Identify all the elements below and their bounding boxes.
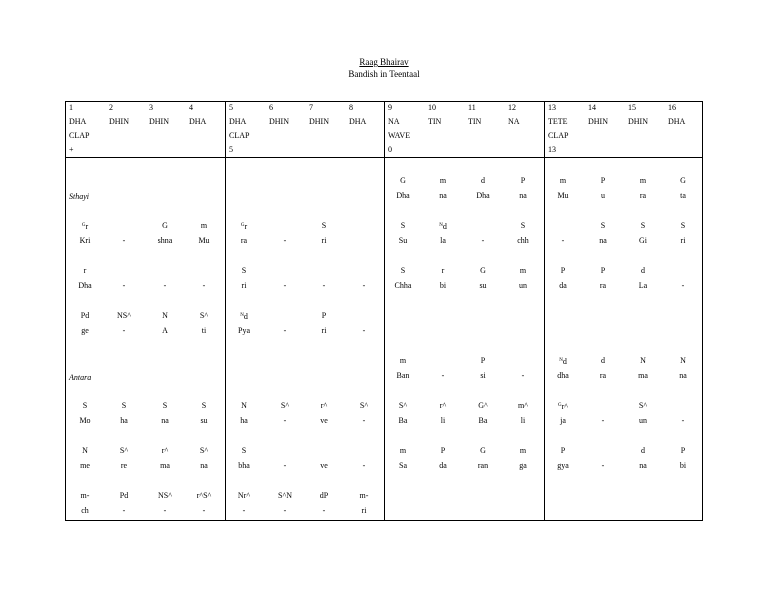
swara-note: r^ [439, 401, 447, 410]
lyric-syllable: ja [560, 416, 566, 425]
lyric-syllable: Ba [398, 416, 408, 425]
swara-note: S [201, 401, 207, 410]
lyric-syllable: li [440, 416, 446, 425]
swara-note: S [321, 221, 327, 230]
lyric-syllable: Mu [198, 236, 210, 245]
swara-note: S [400, 266, 406, 275]
lyric-syllable: ga [519, 461, 527, 470]
swara-note: NS^ [158, 491, 172, 500]
beat-number: 2 [109, 103, 113, 112]
lyric-syllable: na [599, 236, 607, 245]
swara-note: m [519, 266, 527, 275]
beat-bol: DHA [229, 117, 247, 126]
swara-note: $^N$d [439, 222, 447, 231]
swara-note: m- [80, 491, 90, 500]
lyric-syllable: ra [599, 371, 607, 380]
swara-note: P [600, 176, 606, 185]
beat-bol: DHA [668, 117, 686, 126]
lyric-syllable: - [122, 326, 126, 335]
swara-note: r [83, 266, 87, 275]
beat-bol: DHIN [628, 117, 648, 126]
lyric-syllable: su [200, 416, 208, 425]
lyric-syllable: na [519, 191, 527, 200]
lyric-syllable: - [202, 281, 206, 290]
lyric-syllable: Pya [238, 326, 250, 335]
lyric-syllable: na [200, 461, 208, 470]
swara-note: G [480, 266, 486, 275]
beat-bol: DHIN [309, 117, 329, 126]
lyric-syllable: La [638, 281, 648, 290]
beat-number: 4 [189, 103, 193, 112]
lyric-syllable: Chha [394, 281, 412, 290]
swara-note: G [680, 176, 686, 185]
lyric-syllable: bha [238, 461, 250, 470]
swara-note: $^G$r [81, 222, 89, 231]
beat-number: 8 [349, 103, 353, 112]
swara-note: S [82, 401, 88, 410]
lyric-syllable: - [283, 281, 287, 290]
lyric-syllable: - [122, 281, 126, 290]
lyric-syllable: chh [517, 236, 529, 245]
lyric-syllable: - [242, 506, 246, 515]
swara-note: r [441, 266, 445, 275]
lyric-syllable: da [439, 461, 447, 470]
beat-bol: TIN [428, 117, 442, 126]
page-title: Raag Bhairav [359, 57, 409, 67]
swara-note: G [400, 176, 406, 185]
lyric-syllable: me [80, 461, 90, 470]
lyric-syllable: - [362, 326, 366, 335]
swara-note: $^G$r [240, 222, 248, 231]
swara-note: G^ [478, 401, 488, 410]
swara-note: d [641, 446, 645, 455]
lyric-syllable: ri [321, 236, 327, 245]
swara-note: S [640, 221, 646, 230]
lyric-syllable: Dha [78, 281, 92, 290]
swara-note: m [399, 446, 407, 455]
beat-bol: NA [508, 117, 520, 126]
lyric-syllable: A [162, 326, 168, 335]
swara-note: P [520, 176, 526, 185]
beat-number: 12 [508, 103, 516, 112]
lyric-syllable: un [519, 281, 527, 290]
lyric-syllable: ri [321, 326, 327, 335]
vibhag-divider-3 [544, 101, 545, 521]
swara-note: S^ [280, 401, 290, 410]
lyric-syllable: - [283, 416, 287, 425]
swara-note: Pd [119, 491, 129, 500]
lyric-syllable: - [681, 281, 685, 290]
swara-note: P [440, 446, 446, 455]
lyric-syllable: - [283, 326, 287, 335]
beat-number: 15 [628, 103, 636, 112]
swara-note: G [162, 221, 168, 230]
swara-note: S [520, 221, 526, 230]
swara-note: S^ [638, 401, 648, 410]
lyric-syllable: - [202, 506, 206, 515]
lyric-syllable: - [521, 371, 525, 380]
lyric-syllable: Mu [557, 191, 569, 200]
swara-note: r^S^ [196, 491, 212, 500]
lyric-syllable: na [161, 416, 169, 425]
swara-note: S^ [199, 311, 209, 320]
lyric-syllable: li [520, 416, 526, 425]
swara-note: m [519, 446, 527, 455]
lyric-syllable: u [601, 191, 605, 200]
beat-number: 16 [668, 103, 676, 112]
swara-note: m [559, 176, 567, 185]
lyric-syllable: bi [439, 281, 447, 290]
lyric-syllable: - [283, 461, 287, 470]
lyric-syllable: gya [557, 461, 569, 470]
lyric-syllable: Kri [79, 236, 91, 245]
beat-bol: TETE [548, 117, 568, 126]
lyric-syllable: ma [638, 371, 648, 380]
lyric-syllable: Ban [396, 371, 410, 380]
lyric-syllable: - [163, 281, 167, 290]
lyric-syllable: Ba [478, 416, 488, 425]
swara-note: m- [359, 491, 369, 500]
lyric-syllable: - [122, 506, 126, 515]
lyric-syllable: Mo [79, 416, 91, 425]
lyric-syllable: na [439, 191, 447, 200]
beat-bol: DHA [69, 117, 87, 126]
lyric-syllable: - [681, 416, 685, 425]
lyric-syllable: - [362, 461, 366, 470]
beat-bol: DHA [189, 117, 207, 126]
swara-note: N [640, 356, 646, 365]
swara-note: $^N$d [559, 357, 567, 366]
lyric-syllable: un [639, 416, 647, 425]
swara-note: m [200, 221, 208, 230]
beat-bol: DHA [349, 117, 367, 126]
lyric-syllable: ra [639, 191, 647, 200]
swara-note: S [400, 221, 406, 230]
beat-bol: DHIN [149, 117, 169, 126]
beat-mark: CLAP [548, 131, 569, 140]
swara-note: S^ [359, 401, 369, 410]
beat-sign: + [69, 145, 74, 154]
lyric-syllable: shna [157, 236, 173, 245]
lyric-syllable: ve [320, 416, 328, 425]
lyric-syllable: ra [599, 281, 607, 290]
swara-note: $^N$d [240, 312, 248, 321]
beat-mark: CLAP [229, 131, 250, 140]
swara-note: P [321, 311, 327, 320]
lyric-syllable: - [122, 236, 126, 245]
lyric-syllable: da [559, 281, 567, 290]
lyric-syllable: ri [680, 236, 686, 245]
lyric-syllable: Sa [399, 461, 407, 470]
swara-note: r^ [320, 401, 328, 410]
lyric-syllable: - [441, 371, 445, 380]
lyric-syllable: - [163, 506, 167, 515]
beat-bol: DHIN [269, 117, 289, 126]
lyric-syllable: Gi [639, 236, 647, 245]
lyric-syllable: - [322, 506, 326, 515]
swara-note: S [600, 221, 606, 230]
lyric-syllable: su [479, 281, 487, 290]
swara-note: P [480, 356, 486, 365]
swara-note: m [439, 176, 447, 185]
swara-note: $^G$r^ [557, 402, 569, 411]
beat-number: 10 [428, 103, 436, 112]
swara-note: P [560, 266, 566, 275]
swara-note: d [481, 176, 485, 185]
swara-note: Nr^ [237, 491, 251, 500]
lyric-syllable: Dha [396, 191, 410, 200]
swara-note: S^ [199, 446, 209, 455]
lyric-syllable: ve [320, 461, 328, 470]
vibhag-divider-2 [384, 101, 385, 521]
swara-note: Pd [80, 311, 90, 320]
swara-note: S [162, 401, 168, 410]
lyric-syllable: - [481, 236, 485, 245]
beat-number: 1 [69, 103, 73, 112]
lyric-syllable: ma [160, 461, 170, 470]
lyric-syllable: ha [240, 416, 248, 425]
lyric-syllable: na [679, 371, 687, 380]
lyric-syllable: - [362, 416, 366, 425]
beat-bol: DHIN [588, 117, 608, 126]
page-subtitle: Bandish in Teentaal [348, 69, 420, 79]
lyric-syllable: ri [241, 281, 247, 290]
lyric-syllable: - [561, 236, 565, 245]
section-label-sthayi: Sthayi [69, 192, 89, 201]
lyric-syllable: Su [398, 236, 408, 245]
beat-number: 7 [309, 103, 313, 112]
beat-sign: 13 [548, 145, 556, 154]
lyric-syllable: bi [679, 461, 687, 470]
swara-note: P [560, 446, 566, 455]
lyric-syllable: ri [361, 506, 367, 515]
swara-note: S^N [278, 491, 292, 500]
swara-note: N [82, 446, 88, 455]
swara-note: S [680, 221, 686, 230]
lyric-syllable: dha [557, 371, 569, 380]
swara-note: m^ [518, 401, 528, 410]
beat-mark: WAVE [388, 131, 411, 140]
beat-bol: DHIN [109, 117, 129, 126]
beat-number: 6 [269, 103, 273, 112]
lyric-syllable: - [322, 281, 326, 290]
swara-note: d [601, 356, 605, 365]
lyric-syllable: na [639, 461, 647, 470]
swara-note: NS^ [117, 311, 131, 320]
lyric-syllable: ta [680, 191, 686, 200]
swara-note: S^ [398, 401, 408, 410]
swara-note: N [680, 356, 686, 365]
lyric-syllable: re [120, 461, 128, 470]
beat-number: 13 [548, 103, 556, 112]
lyric-syllable: ch [81, 506, 89, 515]
beat-number: 11 [468, 103, 476, 112]
swara-note: r^ [161, 446, 169, 455]
beat-number: 9 [388, 103, 392, 112]
beat-number: 14 [588, 103, 596, 112]
lyric-syllable: ra [240, 236, 248, 245]
swara-note: N [241, 401, 247, 410]
swara-note: dP [319, 491, 329, 500]
swara-note: S [241, 266, 247, 275]
beat-number: 3 [149, 103, 153, 112]
beat-number: 5 [229, 103, 233, 112]
lyric-syllable: - [601, 461, 605, 470]
lyric-syllable: ran [477, 461, 489, 470]
lyric-syllable: ha [120, 416, 128, 425]
swara-note: P [680, 446, 686, 455]
lyric-syllable: - [283, 506, 287, 515]
beat-sign: 0 [388, 145, 392, 154]
swara-note: d [641, 266, 645, 275]
lyric-syllable: ge [81, 326, 89, 335]
swara-note: m [639, 176, 647, 185]
swara-note: S [241, 446, 247, 455]
swara-note: S^ [119, 446, 129, 455]
beat-bol: NA [388, 117, 400, 126]
swara-note: S [121, 401, 127, 410]
lyric-syllable: - [362, 281, 366, 290]
beat-bol: TIN [468, 117, 482, 126]
lyric-syllable: Dha [476, 191, 490, 200]
section-label-antara: Antara [69, 373, 92, 382]
lyric-syllable: si [480, 371, 486, 380]
lyric-syllable: - [283, 236, 287, 245]
lyric-syllable: ti [201, 326, 207, 335]
swara-note: P [600, 266, 606, 275]
swara-note: G [480, 446, 486, 455]
swara-note: N [162, 311, 168, 320]
swara-note: m [399, 356, 407, 365]
beat-mark: CLAP [69, 131, 90, 140]
lyric-syllable: la [440, 236, 446, 245]
beat-sign: 5 [229, 145, 233, 154]
lyric-syllable: - [601, 416, 605, 425]
